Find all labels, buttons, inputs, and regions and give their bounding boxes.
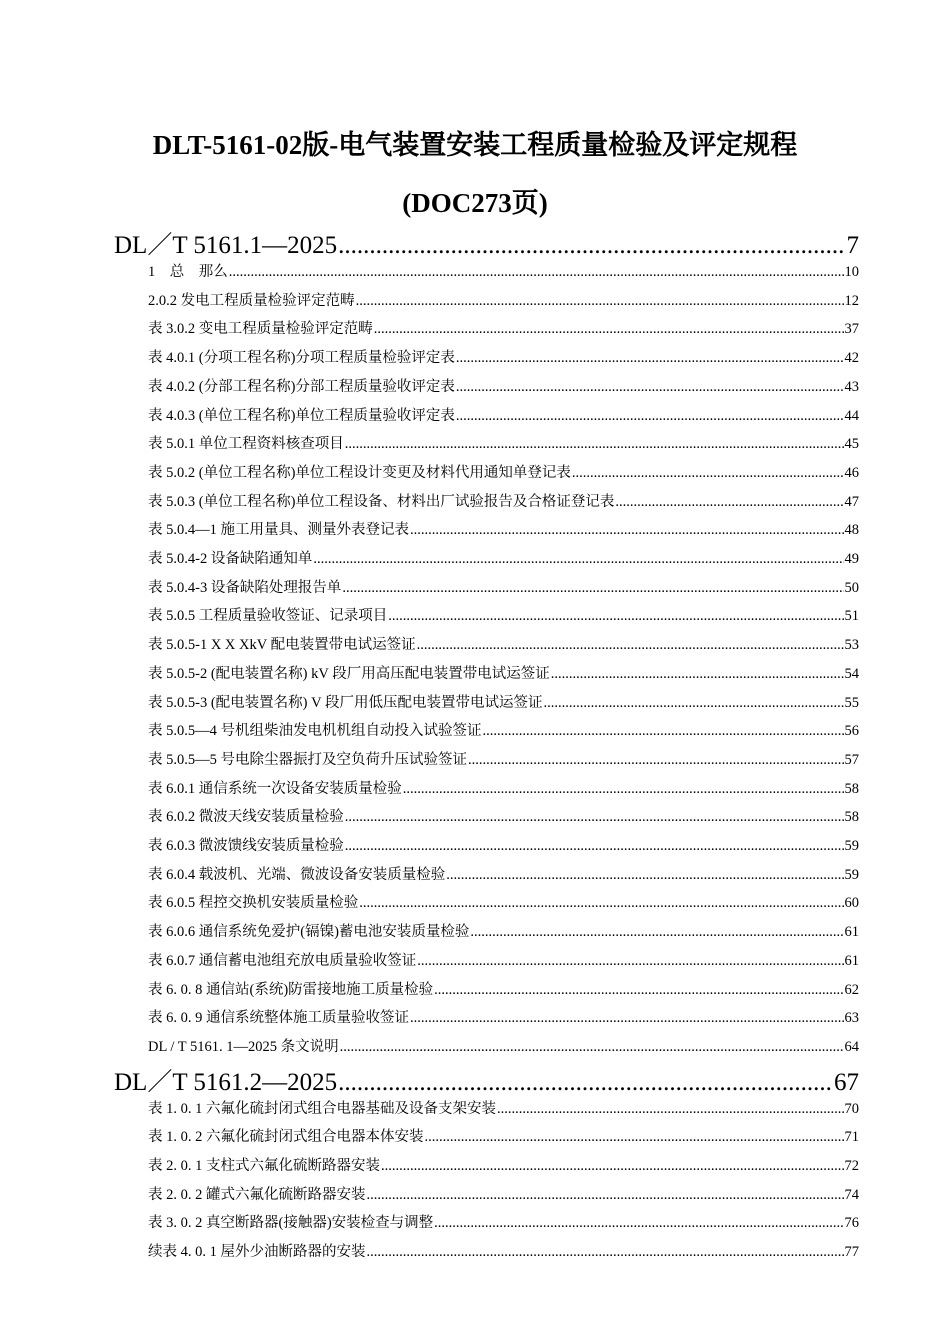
toc-entry-label: 表 5.0.4-2 设备缺陷通知单	[148, 551, 313, 567]
toc-entry-label: 表 5.0.4-3 设备缺陷处理报告单	[148, 579, 342, 596]
toc-entry-label: 表 6. 0. 9 通信系统整体施工质量验收签证	[148, 1010, 409, 1027]
toc-leader-dots	[345, 836, 844, 856]
toc-entry-label: 表 5.0.5 工程质量验收签证、记录项目	[148, 608, 388, 625]
toc-leader-dots	[434, 1213, 843, 1233]
toc-entry[interactable]	[148, 262, 859, 282]
toc-entry[interactable]	[148, 865, 859, 885]
toc-leader-dots	[359, 893, 843, 913]
toc-entry-label: DL／T 5161.2—2025	[114, 1068, 338, 1096]
toc-entry-label: 表 5.0.5—5 号电除尘器振打及空负荷升压试验签证	[148, 751, 467, 768]
toc-page-number: 44	[844, 407, 859, 424]
toc-entry-label: 表 2. 0. 1 支柱式六氟化硫断路器安装	[148, 1158, 380, 1174]
toc-entry[interactable]	[148, 406, 859, 426]
toc-entry[interactable]	[148, 980, 859, 1000]
toc-entry[interactable]	[148, 291, 859, 311]
toc-leader-dots	[417, 951, 843, 971]
toc-page-number: 63	[844, 1010, 859, 1027]
toc-entry-label: 表 4.0.1 (分项工程名称)分项工程质量检验评定表	[148, 350, 455, 367]
toc-leader-dots	[434, 980, 843, 1000]
toc-entry-label: 表 5.0.2 (单位工程名称)单位工程设计变更及材料代用通知单登记表	[148, 464, 571, 481]
toc-entry[interactable]	[148, 1242, 859, 1262]
toc-leader-dots	[374, 319, 844, 339]
toc-page-number: 72	[844, 1158, 859, 1174]
toc-entry-label: 表 3. 0. 2 真空断路器(接触器)安装检查与调整	[148, 1215, 434, 1232]
toc-page-number: 76	[844, 1215, 859, 1232]
toc-entry[interactable]	[148, 893, 859, 913]
toc-entry[interactable]	[148, 1008, 859, 1028]
toc-entry-label: 表 1. 0. 2 六氟化硫封闭式组合电器本体安装	[148, 1129, 424, 1146]
toc-leader-dots	[417, 635, 844, 655]
toc-page-number: 70	[844, 1100, 859, 1117]
toc-page-number: 49	[844, 551, 859, 567]
toc-page-number: 61	[844, 924, 859, 941]
toc-page-number: 60	[844, 895, 859, 912]
toc-entry-label: 表 6.0.2 微波天线安装质量检验	[148, 809, 344, 826]
toc-leader-dots	[456, 406, 844, 426]
toc-entry[interactable]	[148, 463, 859, 483]
toc-leader-dots	[338, 231, 845, 261]
toc-entry[interactable]	[148, 549, 859, 569]
toc-entry[interactable]	[148, 750, 859, 770]
document-title-line-2: (DOC273页)	[402, 188, 548, 218]
toc-page-number: 55	[844, 694, 859, 711]
toc-page-number: 61	[844, 952, 859, 969]
toc-entry-label: 表 1. 0. 1 六氟化硫封闭式组合电器基础及设备支架安装	[148, 1100, 496, 1117]
toc-leader-dots	[410, 520, 844, 540]
toc-page-number: 58	[844, 780, 859, 797]
toc-page-number: 62	[844, 981, 859, 998]
toc-leader-dots	[388, 606, 843, 626]
toc-leader-dots	[446, 865, 843, 885]
toc-entry-label: 表 3.0.2 变电工程质量检验评定范畴	[148, 321, 373, 338]
toc-entry[interactable]	[148, 377, 859, 397]
toc-leader-dots	[345, 807, 844, 827]
toc-entry-label: 表 5.0.5-1 X X XkV 配电装置带电试运签证	[148, 637, 416, 654]
toc-leader-dots	[410, 1008, 844, 1028]
toc-leader-dots	[615, 492, 843, 512]
toc-entry-label: 表 6. 0. 8 通信站(系统)防雷接地施工质量检验	[148, 981, 434, 998]
toc-entry-label: 表 5.0.1 单位工程资料核查项目	[148, 436, 344, 453]
toc-leader-dots	[543, 693, 843, 713]
toc-entry[interactable]	[148, 520, 859, 540]
toc-entry-label: 表 6.0.7 通信蓄电池组充放电质量验收签证	[148, 952, 417, 969]
toc-page-number: 74	[844, 1186, 859, 1203]
toc-entry-label: 表 6.0.6 通信系统免爱护(镉镍)蓄电池安装质量检验	[148, 924, 470, 941]
toc-leader-dots	[229, 262, 844, 282]
toc-page-number: 46	[844, 464, 859, 481]
toc-entry[interactable]	[148, 578, 859, 598]
toc-entry[interactable]	[148, 807, 859, 827]
toc-page-number: 71	[844, 1129, 859, 1146]
toc-entry[interactable]	[148, 1037, 859, 1057]
toc-entry-label: 表 6.0.4 载波机、光端、微波设备安装质量检验	[148, 866, 446, 883]
toc-entry[interactable]	[148, 348, 859, 368]
toc-leader-dots	[483, 721, 844, 741]
toc-entry-label: 表 6.0.5 程控交换机安装质量检验	[148, 895, 359, 912]
toc-entry[interactable]	[148, 1156, 859, 1176]
toc-leader-dots	[470, 922, 843, 942]
toc-leader-dots	[367, 1242, 844, 1262]
toc-leader-dots	[551, 664, 844, 684]
toc-leader-dots	[497, 1099, 844, 1119]
toc-entry[interactable]	[148, 1099, 859, 1119]
toc-entry-label: 表 5.0.5-2 (配电装置名称) kV 段厂用高压配电装置带电试运签证	[148, 665, 550, 682]
toc-entry-label: 表 4.0.2 (分部工程名称)分部工程质量验收评定表	[148, 378, 455, 395]
toc-entry[interactable]	[148, 922, 859, 942]
toc-entry[interactable]	[148, 693, 859, 713]
toc-page-number: 77	[844, 1244, 859, 1261]
toc-page-number: 59	[844, 838, 859, 854]
toc-leader-dots	[425, 1127, 844, 1147]
toc-entry-label: 2.0.2 发电工程质量检验评定范畴	[148, 292, 355, 309]
toc-entry[interactable]	[148, 635, 859, 655]
toc-entry-label: DL / T 5161. 1—2025 条文说明	[148, 1038, 339, 1055]
toc-entry[interactable]	[148, 319, 859, 339]
toc-leader-dots	[342, 578, 843, 598]
toc-entry-label: 续表 4. 0. 1 屋外少油断路器的安装	[148, 1244, 366, 1261]
toc-page-number: 42	[844, 350, 859, 367]
toc-entry[interactable]	[148, 1185, 859, 1205]
toc-entry-label: 表 5.0.3 (单位工程名称)单位工程设备、材料出厂试验报告及合格证登记表	[148, 493, 615, 510]
toc-page-number: 43	[844, 378, 859, 395]
toc-page-number: 53	[844, 637, 859, 654]
toc-leader-dots	[456, 348, 844, 368]
toc-page-number: 37	[844, 321, 859, 338]
toc-page-number: 48	[844, 522, 859, 539]
toc-page-number: 67	[834, 1068, 859, 1096]
toc-leader-dots	[313, 549, 843, 569]
toc-leader-dots	[572, 463, 844, 483]
toc-leader-dots	[340, 1037, 844, 1057]
toc-leader-dots	[367, 1185, 844, 1205]
toc-entry-label: 表 2. 0. 2 罐式六氟化硫断路器安装	[148, 1186, 366, 1203]
document-title-line-1: DLT-5161-02版-电气装置安装工程质量检验及评定规程	[152, 130, 798, 160]
toc-page-number: 54	[844, 665, 859, 682]
toc-entry[interactable]	[148, 492, 859, 512]
toc-page-number: 50	[844, 579, 859, 596]
toc-entry-label: 表 5.0.4—1 施工用量具、测量外表登记表	[148, 522, 409, 539]
toc-entry[interactable]	[148, 721, 859, 741]
toc-entry[interactable]	[148, 1127, 859, 1147]
toc-entry-label: 1 总 那么	[148, 264, 228, 280]
toc-page-number: 58	[844, 809, 859, 826]
toc-entry[interactable]	[148, 664, 859, 684]
toc-entry[interactable]	[148, 434, 859, 454]
toc-section-entry[interactable]	[114, 1068, 859, 1098]
toc-entry[interactable]	[148, 779, 859, 799]
toc-page-number: 12	[844, 292, 859, 309]
toc-page-number: 56	[844, 723, 859, 740]
toc-leader-dots	[468, 750, 844, 770]
toc-entry-label: 表 6.0.1 通信系统一次设备安装质量检验	[148, 780, 402, 797]
toc-page-number: 47	[844, 493, 859, 510]
toc-entry-label: DL／T 5161.1—2025	[114, 232, 338, 259]
toc-leader-dots	[345, 434, 844, 454]
toc-leader-dots	[403, 779, 844, 799]
toc-page-number: 64	[844, 1038, 859, 1055]
toc-entry[interactable]	[148, 1213, 859, 1233]
toc-section-entry[interactable]	[114, 231, 859, 261]
toc-leader-dots	[338, 1068, 833, 1098]
toc-entry-label: 表 5.0.5—4 号机组柴油发电机机组自动投入试验签证	[148, 723, 482, 740]
toc-entry-label: 表 6.0.3 微波馈线安装质量检验	[148, 838, 344, 854]
toc-page-number: 45	[844, 436, 859, 453]
toc-entry-label: 表 5.0.5-3 (配电装置名称) V 段厂用低压配电装置带电试运签证	[148, 694, 543, 711]
toc-page-number: 7	[846, 232, 859, 259]
toc-entry[interactable]	[148, 951, 859, 971]
toc-page-number: 57	[844, 751, 859, 768]
toc-leader-dots	[381, 1156, 844, 1176]
toc-page-number: 10	[844, 264, 859, 280]
toc-page-number: 51	[844, 608, 859, 625]
toc-entry-label: 表 4.0.3 (单位工程名称)单位工程质量验收评定表	[148, 407, 455, 424]
toc-page-number: 59	[844, 866, 859, 883]
toc-leader-dots	[356, 291, 844, 311]
toc-entry[interactable]	[148, 606, 859, 626]
toc-entry[interactable]	[148, 836, 859, 856]
toc-leader-dots	[456, 377, 844, 397]
